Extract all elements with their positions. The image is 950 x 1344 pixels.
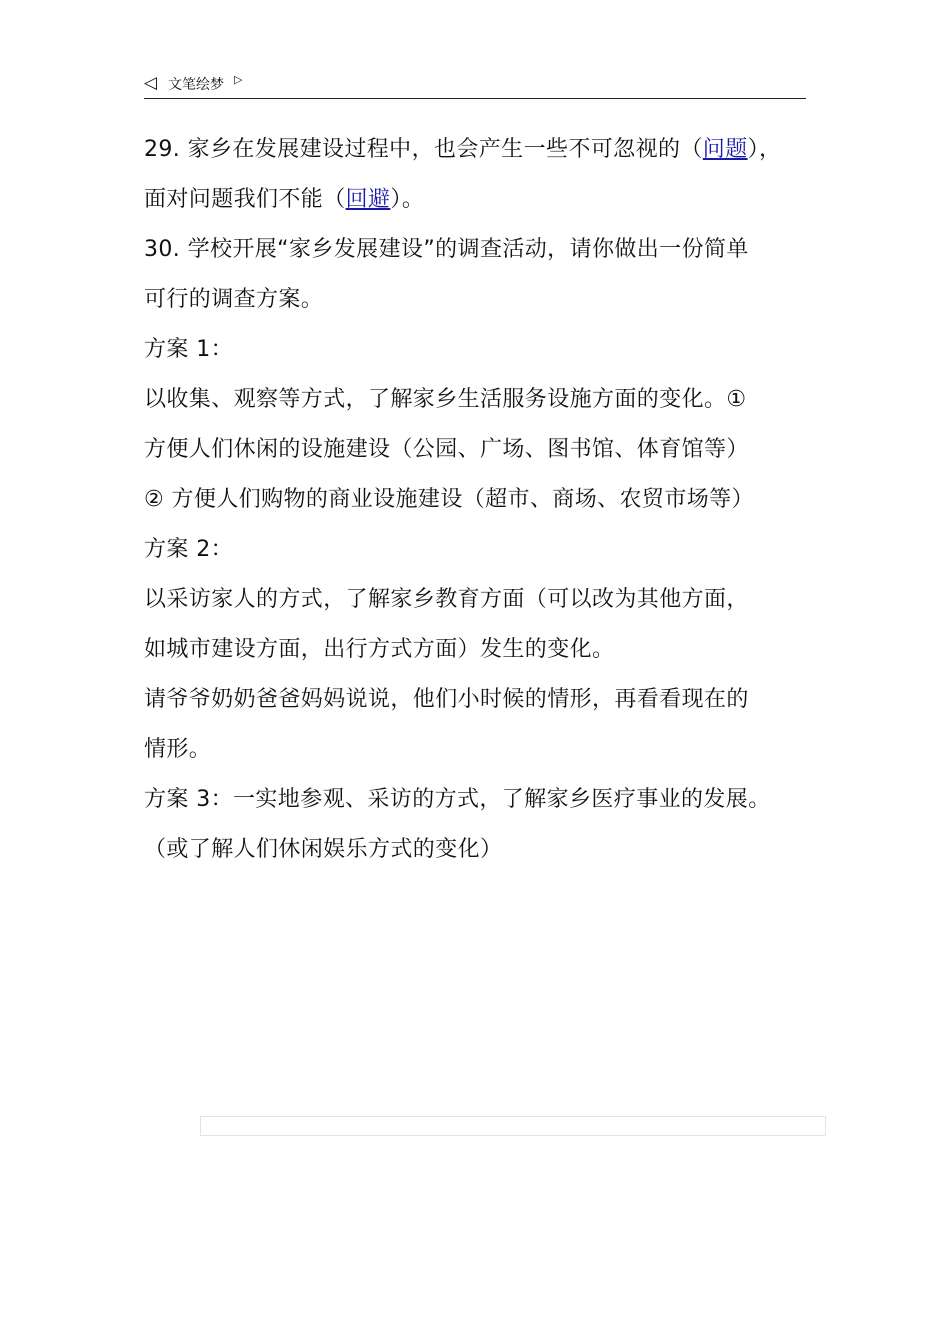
plan1-title: 方案 1：	[144, 337, 233, 362]
plan2-line-1: 以采访家人的方式，了解家乡教育方面（可以改为其他方面，	[144, 587, 749, 612]
q29-text-3: 面对问题我们不能（	[144, 187, 346, 212]
plan1-line-3: ② 方便人们购物的商业设施建设（超市、商场、农贸市场等）	[144, 487, 754, 512]
right-triangle-icon: ▷	[234, 73, 243, 86]
q29-line-2	[144, 175, 834, 225]
plan2-line-4: 情形。	[144, 737, 212, 762]
left-triangle-icon: ◁	[144, 73, 158, 93]
q30-line-2: 可行的调查方案。	[144, 287, 324, 312]
q29-answer-1: 问题	[702, 137, 748, 162]
q29-text-1: 29. 家乡在发展建设过程中，也会产生一些不可忽视的（	[144, 137, 703, 162]
plan3-line-1: 方案 3：一实地参观、采访的方式，了解家乡医疗事业的发展。	[144, 787, 771, 812]
header-brand: 文笔绘梦	[168, 77, 224, 93]
q29-line-1	[144, 125, 834, 175]
plan3-line-2: （或了解人们休闲娱乐方式的变化）	[144, 837, 503, 862]
q29-answer-2: 回避	[345, 187, 391, 212]
plan2-title: 方案 2：	[144, 537, 233, 562]
plan1-line-1: 以收集、观察等方式，了解家乡生活服务设施方面的变化。①	[144, 387, 747, 412]
empty-box	[200, 1116, 826, 1136]
page-header	[144, 70, 806, 99]
plan2-line-3: 请爷爷奶奶爸爸妈妈说说，他们小时候的情形，再看看现在的	[144, 687, 749, 712]
q29-text-4: ）。	[390, 187, 425, 212]
plan1-line-2: 方便人们休闲的设施建设（公园、广场、图书馆、体育馆等）	[144, 437, 749, 462]
document-body	[144, 125, 834, 875]
plan2-line-2: 如城市建设方面，出行方式方面）发生的变化。	[144, 637, 615, 662]
q29-text-2: ），	[747, 137, 782, 162]
q30-line-1: 30. 学校开展“家乡发展建设”的调查活动，请你做出一份简单	[144, 237, 749, 262]
